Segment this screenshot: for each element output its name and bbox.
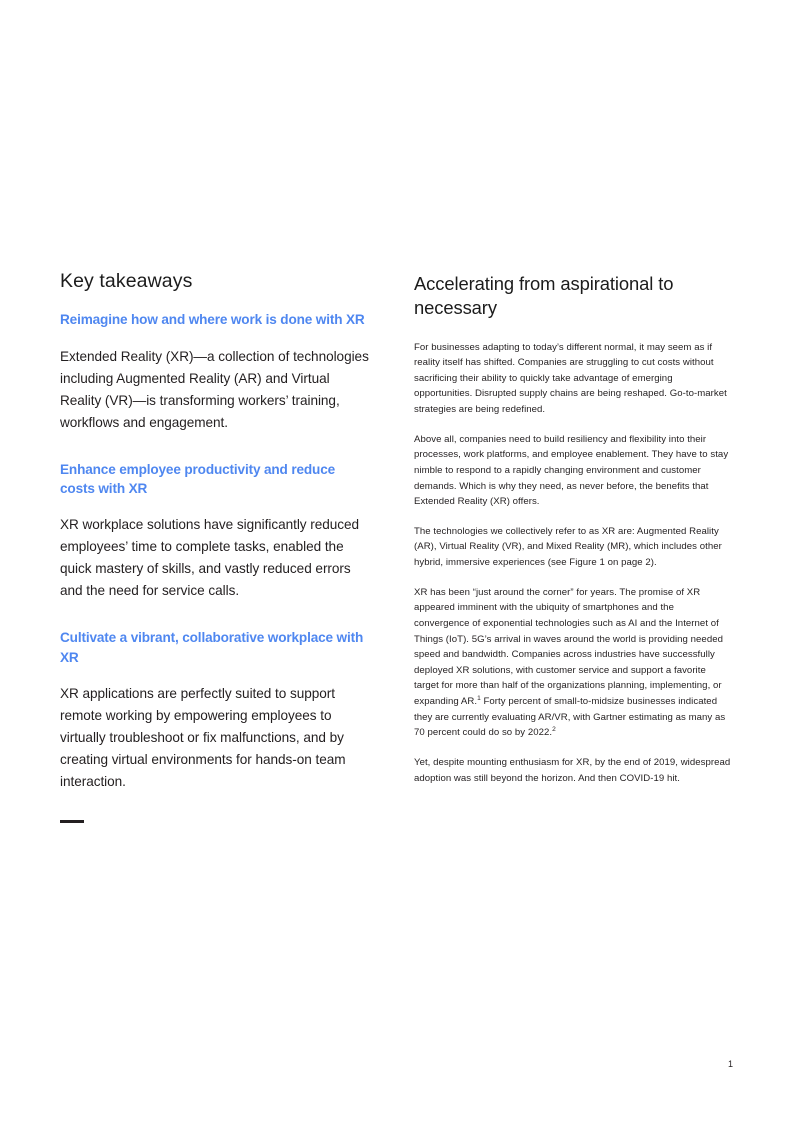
article-paragraph: Above all, companies need to build resiliency and flexibility into their processes, work platforms, and employee enablement. They have to stay nimble to respond to a rapidly changing environment and customer demands. Which is why they need, as never before, the benefits that Extended Reality (XR) offers. [414, 433, 729, 508]
takeaway-item [60, 460, 372, 603]
takeaway-heading: Enhance employee productivity and reduce costs with XR [60, 461, 336, 497]
section-divider-rule [60, 820, 84, 823]
article-paragraph [414, 585, 732, 741]
takeaway-body: Extended Reality (XR)—a collection of technologies including Augmented Reality (AR) and Virtual Reality (VR)—is transforming workers’ training, workflows and engagement. [60, 348, 369, 430]
takeaway-item [60, 628, 372, 793]
takeaway-heading: Reimagine how and where work is done with XR [60, 312, 365, 328]
takeaway-body: XR workplace solutions have significantly reduced employees’ time to complete tasks, enabled the quick mastery of skills, and vastly reduced errors and the need for service calls. [60, 517, 360, 599]
takeaway-body: XR applications are perfectly suited to support remote working by empowering employees to virtually troubleshoot or fix malfunctions, and by creating virtual environments for hands-on team interaction. [60, 686, 346, 790]
footnote-reference-2[interactable]: 2 [552, 726, 556, 734]
paragraph-text-segment: Forty percent of small-to-midsize businesses indicated they are currently evaluating AR/VR, with Gartner estimating as many as 70 percent could do so by 2022. [414, 696, 726, 739]
article-column [414, 272, 732, 786]
key-takeaways-column [60, 270, 372, 823]
takeaway-heading: Cultivate a vibrant, collaborative workplace with XR [60, 630, 364, 665]
article-paragraph: The technologies we collectively refer to as XR are: Augmented Reality (AR), Virtual Reality (VR), and Mixed Reality (MR), which includes other hybrid, immersive experiences (see Figure 1 on page 2). [414, 525, 722, 569]
article-paragraph: Yet, despite mounting enthusiasm for XR, by the end of 2019, widespread adoption was still beyond the horizon. And then COVID-19 hit. [414, 756, 731, 784]
paragraph-text-segment: XR has been “just around the corner” for years. The promise of XR appeared imminent with the ubiquity of smartphones and the convergence of exponential technologies such as AI and the Internet of Things (IoT). 5G’s arrival in waves around the world is providing needed speed and bandwidth. Companies across industries have successfully deployed XR solutions, with customer service and support a favorite target for more than half of the organizations planning, implementing, or expanding AR. [414, 586, 723, 708]
section-title: Accelerating from aspirational to necessary [414, 273, 674, 319]
page-title: Key takeaways [60, 270, 193, 292]
article-paragraph: For businesses adapting to today’s different normal, it may seem as if reality itself has shifted. Companies are struggling to cut costs without sacrificing their ability to quickly take advantage of emerging opportunities. Disrupted supply chains are being reshaped. Go-to-market strategies are being redefined. [414, 341, 727, 416]
takeaway-item [60, 310, 372, 433]
footnote-reference-1[interactable]: 1 [477, 694, 481, 702]
page-number: 1 [727, 1059, 733, 1069]
